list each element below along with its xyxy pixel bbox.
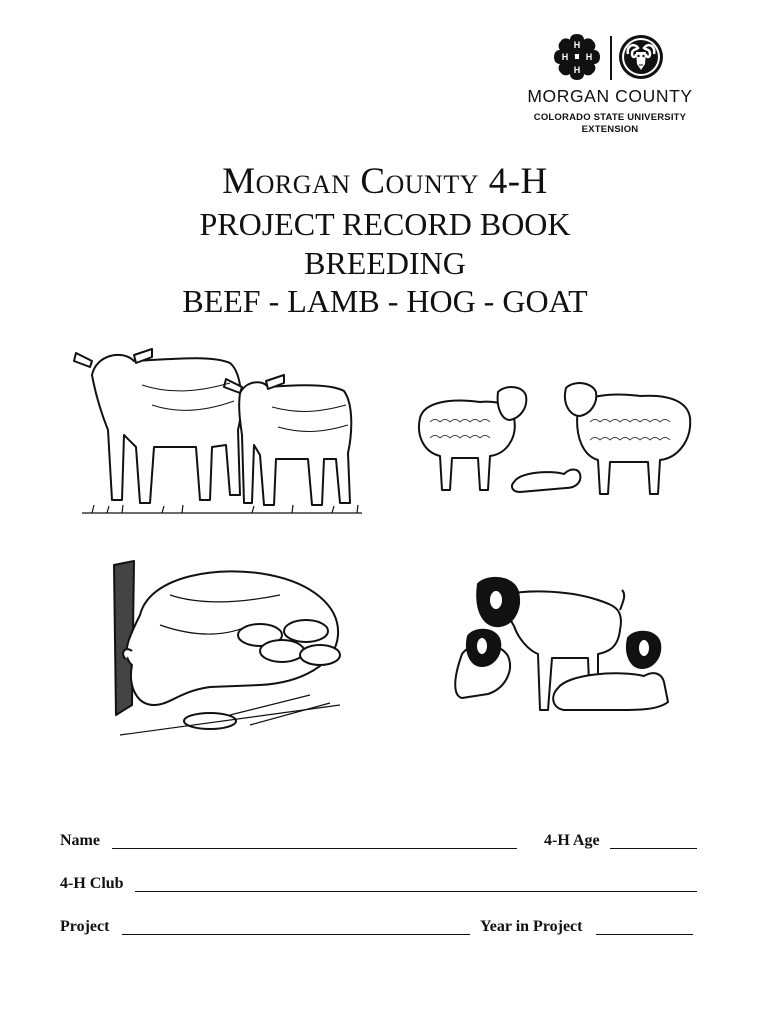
subtitle-breeding: BREEDING	[304, 245, 466, 281]
four-leaf-clover-icon	[554, 34, 600, 80]
year-label: Year in Project	[480, 918, 583, 935]
club-field[interactable]	[135, 891, 697, 892]
svg-text:H: H	[573, 40, 581, 50]
project-row	[60, 918, 700, 940]
hogs-illustration	[110, 555, 345, 740]
page-title: Morgan County 4-H	[222, 161, 548, 202]
name-field[interactable]	[112, 848, 517, 849]
club-label: 4-H Club	[60, 875, 124, 892]
svg-text:H: H	[585, 52, 593, 62]
logo-county-name: MORGAN COUNTY	[527, 86, 693, 106]
ram-head-icon	[618, 34, 664, 80]
logo-extension: EXTENSION	[581, 124, 639, 135]
record-form	[60, 832, 700, 942]
svg-text:H: H	[573, 65, 581, 75]
project-field[interactable]	[122, 934, 470, 935]
logo-divider	[610, 36, 612, 80]
age-label: 4-H Age	[544, 832, 600, 849]
project-label: Project	[60, 918, 110, 935]
svg-text:H: H	[561, 52, 569, 62]
extension-logo	[512, 34, 708, 140]
logo-university-name: COLORADO STATE UNIVERSITY	[533, 112, 687, 123]
name-row	[60, 832, 700, 854]
club-row	[60, 875, 700, 897]
subtitle-record-book: PROJECT RECORD BOOK	[199, 206, 571, 242]
subtitle-species: BEEF - LAMB - HOG - GOAT	[182, 283, 588, 319]
age-field[interactable]	[610, 848, 697, 849]
goats-illustration	[448, 570, 688, 720]
cattle-illustration	[62, 335, 382, 520]
sheep-illustration	[410, 378, 700, 508]
logo-university	[512, 112, 708, 136]
name-label: Name	[60, 832, 100, 849]
year-field[interactable]	[596, 934, 693, 935]
